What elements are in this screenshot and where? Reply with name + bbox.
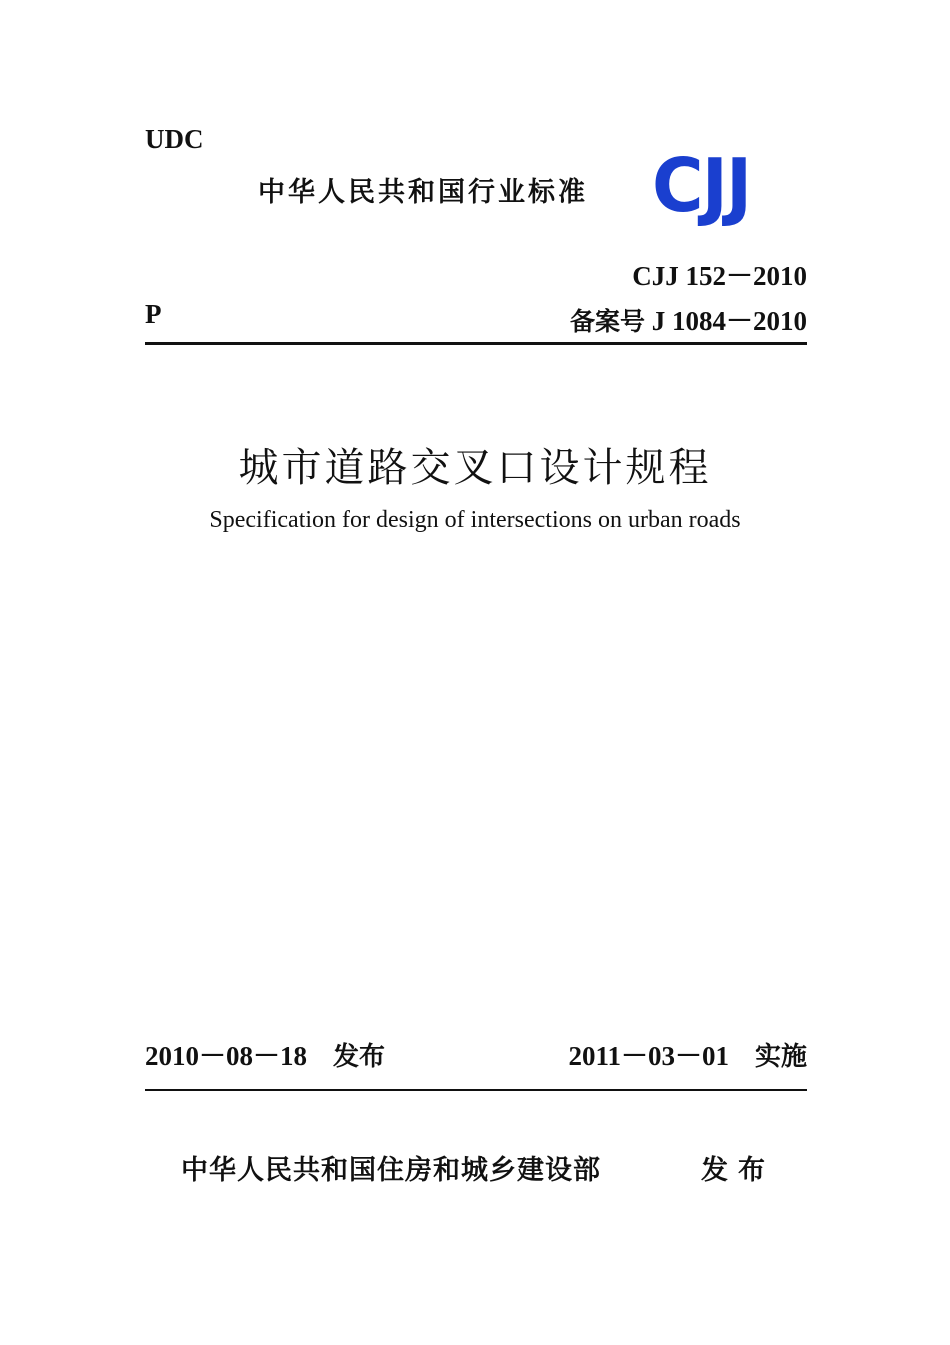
implement-date-line [568, 1034, 807, 1073]
implement-date: 2011－03－01 [568, 1041, 729, 1071]
industry-standard-heading: 中华人民共和国行业标准 [258, 177, 588, 208]
record-value: J 1084－2010 [651, 306, 807, 336]
bottom-divider [145, 1089, 807, 1091]
publish-label: 发布 [701, 1155, 775, 1186]
cjj-logo: CJJ [652, 143, 751, 229]
top-divider [145, 342, 807, 345]
udc-label: UDC [145, 124, 204, 154]
issue-date: 2010－08－18 [145, 1041, 307, 1071]
record-number [570, 299, 807, 338]
implement-label: 实施 [754, 1042, 807, 1072]
category-label: P [145, 299, 162, 329]
issue-date-line [145, 1034, 385, 1073]
document-title-english: Specification for design of intersections on urban roads [209, 507, 741, 533]
publisher-name: 中华人民共和国住房和城乡建设部 [181, 1155, 601, 1186]
record-label: 备案号 [569, 307, 645, 336]
issue-label: 发布 [333, 1042, 386, 1072]
document-title-chinese: 城市道路交叉口设计规程 [238, 445, 712, 491]
standard-number: CJJ 152－2010 [632, 261, 807, 291]
